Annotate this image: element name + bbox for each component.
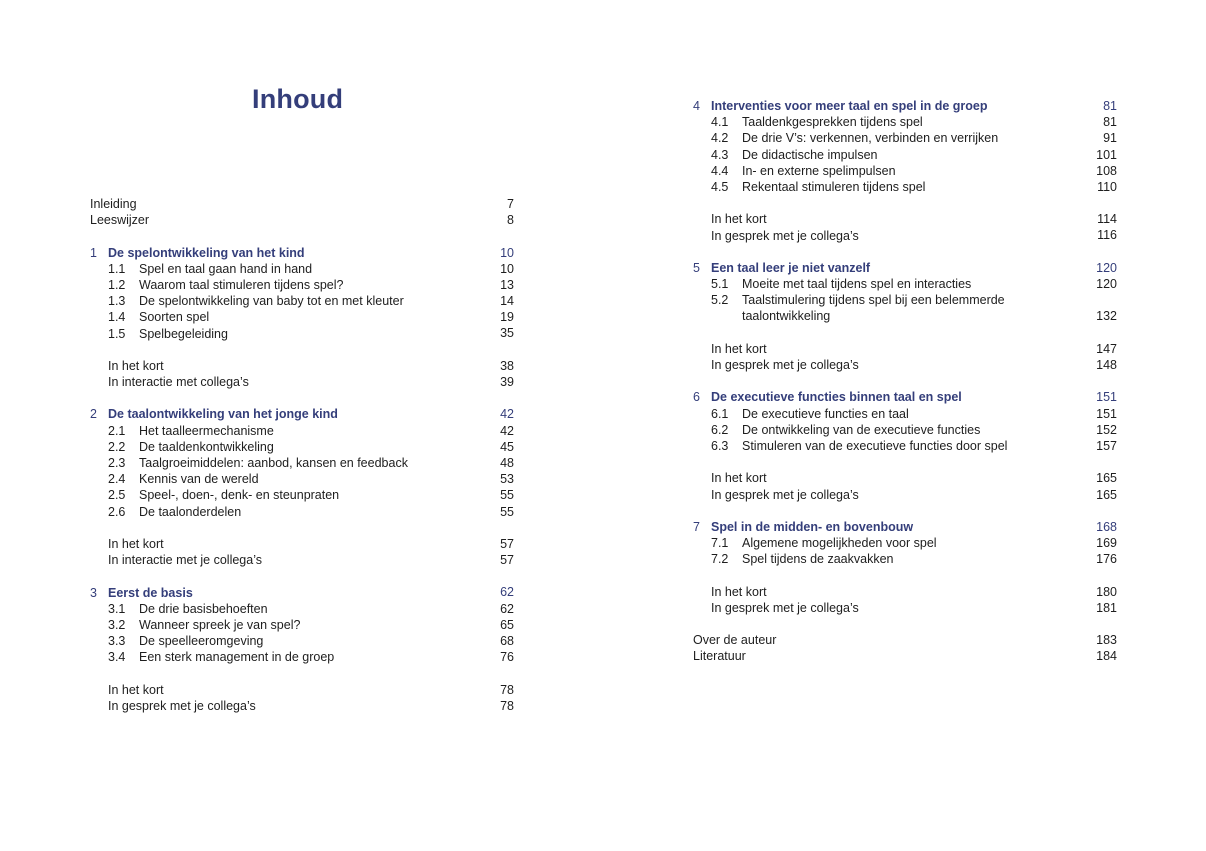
toc-section-entry[interactable] <box>693 163 1117 179</box>
toc-section-entry[interactable] <box>90 487 514 503</box>
toc-spacer <box>693 195 1117 211</box>
toc-spacer <box>693 244 1117 260</box>
toc-entry-page: 39 <box>500 375 514 390</box>
toc-entry-title: Taalstimulering tijdens spel bij een belemmerde taalontwikkeling <box>742 293 1005 324</box>
toc-extra-entry[interactable] <box>693 470 1117 486</box>
toc-entry-page: 55 <box>500 504 514 519</box>
toc-entry-page: 120 <box>1096 260 1117 275</box>
toc-entry-title: In interactie met je collega’s <box>108 553 263 568</box>
toc-entry-title: Kennis van de wereld <box>139 472 259 487</box>
toc-entry-page: 120 <box>1096 277 1117 292</box>
toc-entry-title: In- en externe spelimpulsen <box>742 163 896 178</box>
toc-entry-page: 42 <box>500 407 514 422</box>
toc-entry-page: 147 <box>1096 341 1117 356</box>
toc-entry-title: Het taalleermechanisme <box>139 423 274 438</box>
toc-entry-title: Spelbegeleiding <box>139 326 228 341</box>
toc-entry-title: Leeswijzer <box>90 213 150 228</box>
toc-entry-page: 62 <box>500 585 514 600</box>
toc-section-entry[interactable] <box>90 649 514 665</box>
toc-entry-title: Een sterk management in de groep <box>139 650 335 665</box>
toc-entry-number: 5.1 <box>711 277 729 292</box>
toc-entry-title: Rekentaal stimuleren tijdens spel <box>742 179 926 194</box>
toc-entry-title: Wanneer spreek je van spel? <box>139 617 301 632</box>
toc-entry-number: 6.2 <box>711 422 729 437</box>
toc-entry-title: In het kort <box>108 358 164 373</box>
toc-section-entry[interactable] <box>693 179 1117 195</box>
toc-extra-entry[interactable] <box>693 341 1117 357</box>
toc-entry-number: 5 <box>693 260 700 275</box>
toc-entry-title: Over de auteur <box>693 633 777 648</box>
toc-entry-title: Moeite met taal tijdens spel en interacties <box>742 277 972 292</box>
toc-section-entry[interactable] <box>693 551 1117 567</box>
toc-section-entry[interactable] <box>90 261 514 277</box>
toc-extra-entry[interactable] <box>693 228 1117 244</box>
toc-spacer <box>693 567 1117 583</box>
toc-extra-entry[interactable] <box>90 682 514 698</box>
toc-entry-page: 78 <box>500 682 514 697</box>
toc-entry-page: 176 <box>1096 552 1117 567</box>
toc-entry-title: Speel-, doen-, denk- en steunpraten <box>139 488 340 503</box>
toc-entry-page: 10 <box>500 261 514 276</box>
toc-section-entry[interactable] <box>90 423 514 439</box>
toc-entry-page: 55 <box>500 488 514 503</box>
toc-entry-title: Spel en taal gaan hand in hand <box>139 261 313 276</box>
toc-spacer <box>90 520 514 536</box>
toc-entry-title: De spelontwikkeling van baby tot en met kleuter <box>139 294 404 309</box>
toc-entry-page: 14 <box>500 294 514 309</box>
toc-entry-title: De taaldenkontwikkeling <box>139 439 274 454</box>
toc-entry-title: In het kort <box>711 584 767 599</box>
toc-entry-page: 165 <box>1096 471 1117 486</box>
toc-entry[interactable] <box>693 648 1117 664</box>
toc-spacer <box>693 325 1117 341</box>
toc-spacer <box>90 665 514 681</box>
toc-entry-number: 1.3 <box>108 294 126 309</box>
toc-section-entry[interactable] <box>693 292 1117 324</box>
toc-entry-title: Taaldenkgesprekken tijdens spel <box>742 115 923 130</box>
toc-section-entry[interactable] <box>693 130 1117 146</box>
toc-section-entry[interactable] <box>693 438 1117 454</box>
toc-entry-page: 168 <box>1096 519 1117 534</box>
toc-entry-page: 148 <box>1096 358 1117 372</box>
page-title: Inhoud <box>252 84 344 114</box>
toc-entry-number: 3 <box>90 585 97 600</box>
toc-entry-number: 2.2 <box>108 439 126 454</box>
toc-entry-page: 157 <box>1096 438 1117 453</box>
toc-spacer <box>693 454 1117 470</box>
toc-entry-title: In gesprek met je collega’s <box>711 487 859 502</box>
toc-entry-title: Spel in de midden- en bovenbouw <box>711 519 914 534</box>
toc-entry-number: 4 <box>693 99 700 113</box>
toc-section-entry[interactable] <box>693 535 1117 551</box>
toc-entry-page: 91 <box>1103 131 1117 146</box>
toc-section-entry[interactable] <box>90 471 514 487</box>
toc-entry-title: Literatuur <box>693 649 746 664</box>
toc-extra-entry[interactable] <box>90 358 514 374</box>
toc-entry-title: Stimuleren van de executieve functies door spel <box>742 438 1008 453</box>
toc-section-entry[interactable] <box>90 455 514 471</box>
toc-entry-page: 108 <box>1096 163 1117 178</box>
toc-entry-title: In gesprek met je collega’s <box>711 228 859 243</box>
toc-entry-title: In gesprek met je collega’s <box>711 358 859 373</box>
toc-entry-page: 35 <box>500 326 514 341</box>
toc-entry-number: 7.1 <box>711 536 729 551</box>
toc-section-entry[interactable] <box>90 277 514 293</box>
toc-entry-number: 4.1 <box>711 115 729 130</box>
toc-entry-title: Waarom taal stimuleren tijdens spel? <box>139 277 344 292</box>
toc-entry-page: 76 <box>500 650 514 665</box>
toc-entry-title: In gesprek met je collega’s <box>108 698 256 713</box>
toc-entry-page: 81 <box>1103 98 1117 113</box>
toc-entry-title: In het kort <box>711 341 767 356</box>
toc-entry-number: 3.1 <box>108 601 126 616</box>
toc-entry-number: 5.2 <box>711 293 729 308</box>
toc-entry-title: Algemene mogelijkheden voor spel <box>742 536 937 551</box>
toc-right-column <box>693 98 1117 665</box>
toc-entry-page: 114 <box>1097 212 1117 227</box>
toc-extra-entry[interactable] <box>90 552 514 568</box>
toc-entry-page: 45 <box>500 439 514 454</box>
toc-entry-page: 183 <box>1096 633 1117 648</box>
toc-entry-number: 4.3 <box>711 147 729 162</box>
toc-entry-number: 6.1 <box>711 406 729 421</box>
toc-spacer <box>90 228 514 244</box>
toc-section-entry[interactable] <box>693 147 1117 163</box>
toc-chapter-entry[interactable] <box>693 98 1117 114</box>
toc-entry-page: 81 <box>1103 115 1117 130</box>
toc-section-entry[interactable] <box>90 633 514 649</box>
toc-entry-page: 38 <box>500 358 514 373</box>
toc-entry-page: 48 <box>500 455 514 470</box>
toc-spacer <box>693 373 1117 389</box>
toc-entry[interactable] <box>90 212 514 228</box>
toc-section-entry[interactable] <box>90 504 514 520</box>
toc-entry-title: In interactie met collega’s <box>108 375 249 390</box>
toc-entry-page: 8 <box>507 213 514 228</box>
toc-entry-page: 78 <box>500 698 514 713</box>
toc-entry-title: Eerst de basis <box>108 585 193 600</box>
toc-extra-entry[interactable] <box>693 600 1117 616</box>
toc-entry-page: 180 <box>1096 584 1117 599</box>
toc-entry-number: 3.4 <box>108 650 126 665</box>
toc-entry-title: De speelleeromgeving <box>139 634 264 649</box>
toc-entry-title: Taalgroeimiddelen: aanbod, kansen en feedback <box>139 456 408 470</box>
toc-entry-page: 65 <box>500 617 514 632</box>
toc-entry-number: 2.3 <box>108 456 126 470</box>
toc-entry-page: 57 <box>500 536 514 551</box>
toc-entry-number: 4.2 <box>711 131 729 146</box>
toc-section-entry[interactable] <box>90 617 514 633</box>
toc-entry-page: 132 <box>1096 309 1117 324</box>
toc-extra-entry[interactable] <box>693 584 1117 600</box>
toc-entry-number: 7 <box>693 519 700 534</box>
toc-entry-number: 1.5 <box>108 326 126 341</box>
toc-entry-number: 3.3 <box>108 634 126 649</box>
toc-spacer <box>693 616 1117 632</box>
toc-entry[interactable] <box>693 632 1117 648</box>
toc-entry-page: 19 <box>500 310 514 325</box>
toc-entry-title: In het kort <box>711 212 767 227</box>
toc-section-entry[interactable] <box>90 439 514 455</box>
toc-entry-number: 4.5 <box>711 179 729 194</box>
toc-entry-number: 6 <box>693 390 700 405</box>
toc-entry-number: 2.5 <box>108 488 126 503</box>
toc-section-entry[interactable] <box>693 406 1117 422</box>
toc-entry-title: Een taal leer je niet vanzelf <box>711 260 871 275</box>
toc-entry-page: 116 <box>1097 228 1117 243</box>
toc-entry-page: 62 <box>500 601 514 616</box>
toc-entry-number: 1.1 <box>108 261 126 276</box>
toc-spacer <box>90 390 514 406</box>
toc-spacer <box>90 568 514 584</box>
toc-extra-entry[interactable] <box>90 374 514 390</box>
toc-entry-number: 1 <box>90 245 97 260</box>
toc-entry-page: 165 <box>1096 487 1117 502</box>
toc-section-entry[interactable] <box>90 326 514 342</box>
toc-entry-page: 101 <box>1096 147 1117 162</box>
toc-spacer <box>693 503 1117 519</box>
toc-extra-entry[interactable] <box>90 536 514 552</box>
toc-section-entry[interactable] <box>90 601 514 617</box>
toc-entry-page: 169 <box>1096 536 1117 551</box>
toc-entry-page: 68 <box>500 634 514 649</box>
toc-entry-title: De spelontwikkeling van het kind <box>108 245 305 260</box>
toc-section-entry[interactable] <box>90 309 514 325</box>
toc-entry-number: 6.3 <box>711 438 729 453</box>
toc-entry-title: Interventies voor meer taal en spel in de groep <box>711 99 988 113</box>
toc-entry-title: In gesprek met je collega’s <box>711 600 859 615</box>
toc-entry-title: In het kort <box>108 536 164 551</box>
toc-entry-title: De ontwikkeling van de executieve functies <box>742 422 981 437</box>
toc-entry-title: De didactische impulsen <box>742 147 878 162</box>
toc-entry-title: De executieve functies binnen taal en spel <box>711 390 962 405</box>
toc-extra-entry[interactable] <box>90 698 514 714</box>
toc-chapter-entry[interactable] <box>90 585 514 601</box>
toc-left-column <box>90 196 514 714</box>
toc-section-entry[interactable] <box>693 114 1117 130</box>
toc-chapter-entry[interactable] <box>90 406 514 422</box>
toc-entry-number: 3.2 <box>108 617 126 632</box>
toc-entry-page: 53 <box>500 472 514 487</box>
toc-entry-page: 42 <box>500 423 514 438</box>
toc-extra-entry[interactable] <box>693 487 1117 503</box>
toc-entry-title: In het kort <box>711 471 767 486</box>
toc-entry-page: 151 <box>1096 406 1117 421</box>
toc-entry-title: De drie V’s: verkennen, verbinden en verrijken <box>742 131 999 146</box>
toc-extra-entry[interactable] <box>693 211 1117 227</box>
toc-spacer <box>90 342 514 358</box>
toc-entry-page: 7 <box>507 196 514 211</box>
toc-section-entry[interactable] <box>90 293 514 309</box>
toc-entry-page: 10 <box>500 245 514 260</box>
toc-entry-page: 181 <box>1096 600 1117 615</box>
toc-entry-title: Spel tijdens de zaakvakken <box>742 552 894 567</box>
toc-entry-title: De drie basisbehoeften <box>139 601 268 616</box>
toc-entry-title: De taalontwikkeling van het jonge kind <box>108 407 338 422</box>
toc-entry-title: Soorten spel <box>139 310 210 325</box>
toc-extra-entry[interactable] <box>693 357 1117 373</box>
toc-entry-page: 13 <box>500 277 514 292</box>
toc-entry-page: 110 <box>1097 179 1117 194</box>
toc-chapter-entry[interactable] <box>693 519 1117 535</box>
toc-entry-page: 152 <box>1096 422 1117 437</box>
toc-chapter-entry[interactable] <box>693 389 1117 405</box>
toc-entry-number: 1.2 <box>108 277 126 292</box>
toc-entry-number: 2.4 <box>108 472 126 487</box>
toc-entry[interactable] <box>90 196 514 212</box>
toc-entry-number: 2.6 <box>108 504 126 519</box>
toc-entry-title: De executieve functies en taal <box>742 406 909 421</box>
toc-entry-page: 57 <box>500 553 514 568</box>
toc-entry-number: 2.1 <box>108 423 126 438</box>
toc-section-entry[interactable] <box>693 422 1117 438</box>
toc-entry-title: De taalonderdelen <box>139 504 242 519</box>
toc-entry-number: 2 <box>90 407 97 422</box>
toc-entry-number: 1.4 <box>108 310 126 325</box>
toc-entry-title: In het kort <box>108 682 164 697</box>
toc-entry-page: 184 <box>1096 649 1117 664</box>
toc-entry-number: 7.2 <box>711 552 729 567</box>
toc-chapter-entry[interactable] <box>90 245 514 261</box>
toc-entry-page: 151 <box>1096 390 1117 405</box>
toc-entry-number: 4.4 <box>711 163 729 178</box>
toc-chapter-entry[interactable] <box>693 260 1117 276</box>
toc-entry-title: Inleiding <box>90 197 137 211</box>
toc-section-entry[interactable] <box>693 276 1117 292</box>
